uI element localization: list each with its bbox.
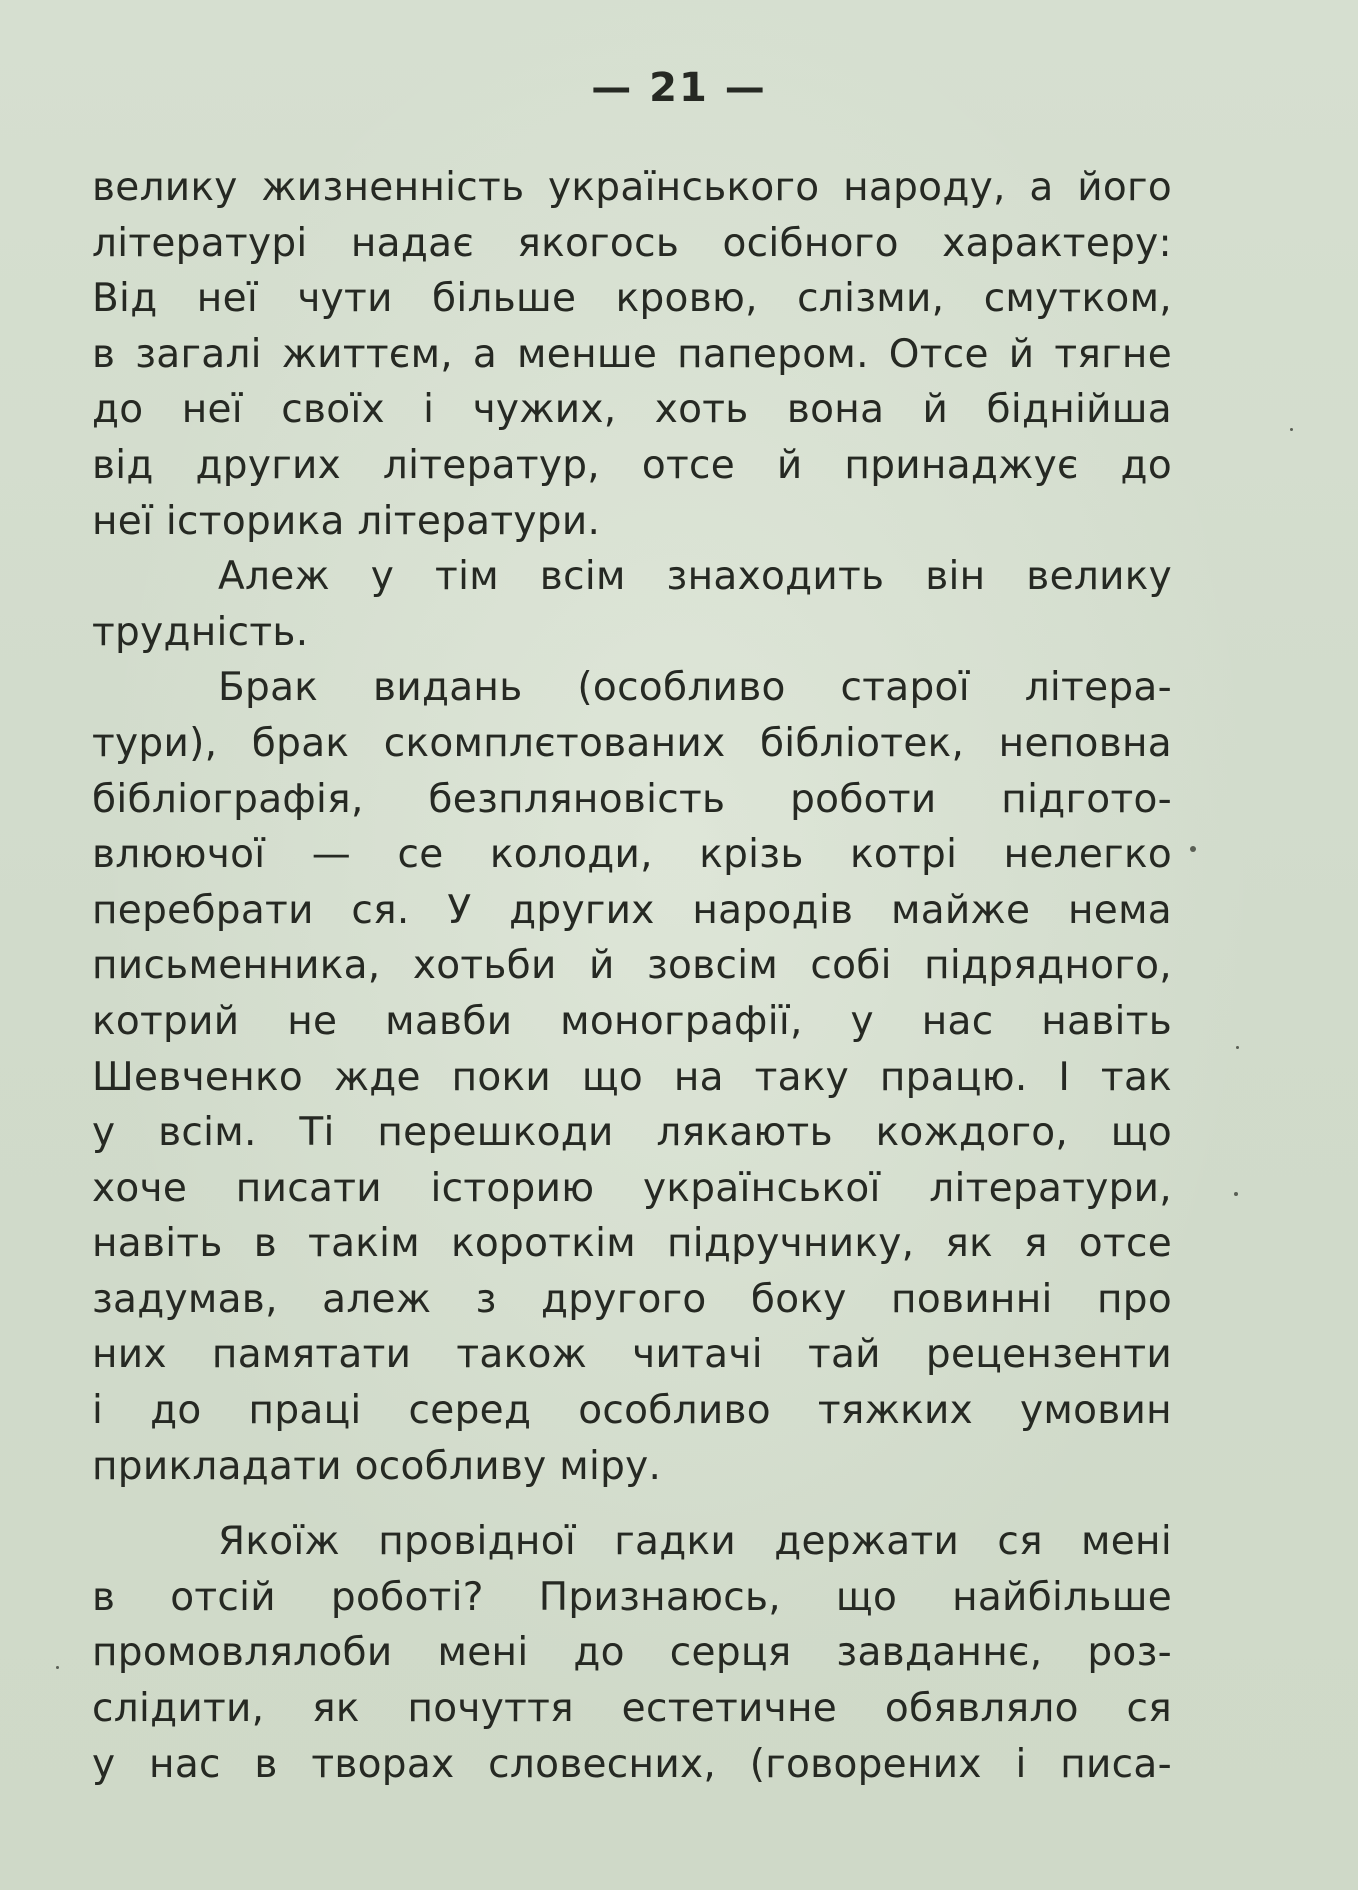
text-line: тури), брак скомплєтованих бібліотек, неповна [92, 720, 1172, 766]
text-line: трудність. [92, 609, 309, 655]
text-line: Якоїж провідної гадки держати ся мені [218, 1519, 1172, 1565]
text-line: бібліографія, безпляновість роботи підгото- [92, 776, 1172, 822]
paragraph [92, 160, 1172, 549]
print-speck [1234, 1192, 1238, 1196]
text-line: прикладати особливу міру. [92, 1443, 662, 1489]
paragraph [92, 1514, 1172, 1792]
text-line: слідити, як почуття естетичне обявляло ся [92, 1686, 1172, 1732]
text-line: Алеж у тім всім знаходить він велику [218, 554, 1172, 600]
text-line: промовлялоби мені до серця завданнє, роз- [92, 1630, 1172, 1676]
text-line: влюючої — се колоди, крізь котрі нелегко [92, 832, 1172, 878]
paragraph [92, 549, 1172, 660]
text-line: перебрати ся. У других народів майже нема [92, 887, 1172, 933]
print-speck [1290, 428, 1293, 431]
text-line: від других літератур, отсе й принаджує до [92, 442, 1172, 488]
text-line: Від неї чути більше кровю, слізми, смутком, [92, 276, 1172, 322]
text-line: в отсій роботі? Признаюсь, що найбільше [92, 1574, 1172, 1620]
text-line: Брак видань (особливо старої літера- [218, 665, 1172, 711]
text-line: у нас в творах словесних, (говорених і писа- [92, 1741, 1172, 1787]
print-speck [56, 1666, 59, 1669]
text-line: письменника, хотьби й зовсім собі підрядного, [92, 943, 1172, 989]
print-speck [1236, 1046, 1239, 1049]
text-line: літературі надає якогось осібного характеру: [92, 220, 1172, 266]
text-line: хоче писати історию української літератури, [92, 1165, 1172, 1211]
text-line: задумав, алеж з другого боку повинні про [92, 1276, 1172, 1322]
text-line: у всім. Ті перешкоди лякають кождого, що [92, 1110, 1172, 1156]
text-line: Шевченко жде поки що на таку працю. І так [92, 1054, 1172, 1100]
page-number: — 21 — [591, 65, 767, 111]
text-line: навіть в такім короткім підручнику, як я отсе [92, 1221, 1172, 1267]
text-line: до неї своїх і чужих, хоть вона й біднійша [92, 387, 1172, 433]
body-text [92, 160, 1172, 1792]
text-line: них памятати також читачі тай рецензенти [92, 1332, 1172, 1378]
text-line: котрий не мавби монографії, у нас навіть [92, 998, 1172, 1044]
text-line: велику жизненність українського народу, а його [92, 165, 1172, 210]
print-speck [1190, 846, 1196, 852]
paragraph [92, 660, 1172, 1494]
text-line: в загалі життєм, а менше папером. Отсе й тягне [92, 331, 1172, 377]
paragraph-gap [92, 1494, 1172, 1514]
text-line: і до праці серед особливо тяжких умовин [92, 1388, 1172, 1434]
text-line: неї історика літератури. [92, 498, 601, 544]
